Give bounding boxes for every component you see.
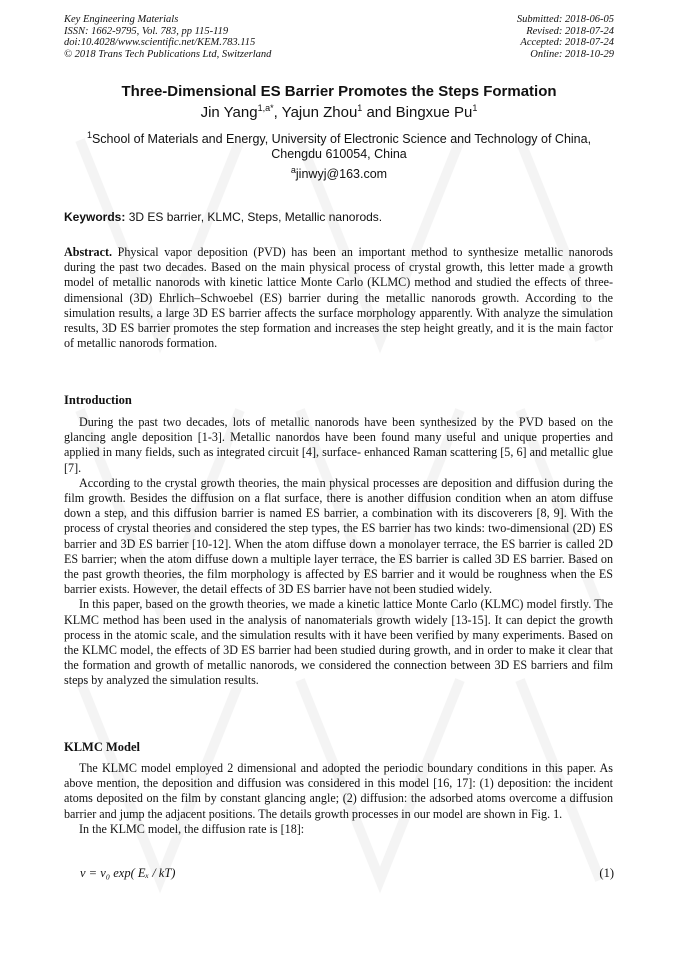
keywords-label: Keywords: (64, 210, 126, 224)
author-1: Jin Yang (200, 104, 258, 121)
author-2: , Yajun Zhou (273, 104, 358, 121)
dates-info (517, 14, 614, 60)
author-3-sup: 1 (472, 103, 478, 113)
doi-line: doi:10.4028/www.scientific.net/KEM.783.115 (64, 37, 256, 48)
email-sup: a (290, 164, 296, 175)
author-3: and Bingxue Pu (362, 104, 473, 121)
online-date: Online: 2018-10-29 (530, 48, 614, 60)
equation-number: (1) (599, 866, 614, 880)
intro-paragraph: In this paper, based on the growth theories, we made a kinetic lattice Monte Carlo (KLMC) model firstly. The KLMC method has been used in the analysis of nanomaterials growth widely [13-15]. It can depict the growth process in the atomic scale, and the simulation results with it have been verified by many experiments. Based on the KLMC model, the effects of 3D ES barrier had been studied during growth, and in order to make it clear that the formation and growth of metallic nanorods, we considered the connection between 3D ES barriers and film steps by analyzed the simulation results. (64, 597, 613, 688)
email-line (64, 164, 614, 181)
authors-line (64, 104, 614, 121)
copyright-line: © 2018 Trans Tech Publications Ltd, Switzerland (64, 48, 272, 60)
author-1-sup: 1,a* (257, 103, 274, 113)
accepted-date: Accepted: 2018-07-24 (520, 37, 614, 48)
klmc-body (64, 761, 613, 837)
email-address: jinwyj@163.com (295, 167, 388, 181)
introduction-body (64, 415, 613, 689)
klmc-paragraph: The KLMC model employed 2 dimensional and adopted the periodic boundary conditions in this paper. As above mention, the deposition and diffusion was considered in this model [16, 17]: (1) deposition: the incident atoms deposited on the film by constant glancing angle; (2) diffusion: the adsorbed atoms overcome a diffusion barrier and jump the adjacent positions. The details growth processes in our model are shown in Fig. 1. (64, 761, 613, 821)
klmc-paragraph: In the KLMC model, the diffusion rate is [18]: (79, 821, 305, 836)
author-2-sup: 1 (357, 103, 363, 113)
intro-paragraph: According to the crystal growth theories, the main physical processes are deposition and diffusion during the film growth. Besides the diffusion on a flat surface, there is another diffusion condition when an atom diffuse down a step, and this diffusion barrier is named ES barrier, a combination with its discoverers [8, 9]. With the process of crystal theories and considered the step types, the ES barrier has two kinds: two-dimensional (2D) ES barrier and 3D ES barrier [10-12]. When the atom diffuse down a monolayer terrace, the ES barrier is called 2D ES barrier; when the atom diffuse down a multiple layer terrace, the ES barrier is called 3D ES barrier. Based on the past growth theories, the film morphology is affected by ES barrier and it would be roughness when the ES barrier exists. However, the detail effects of 3D ES barrier have not been studied widely. (64, 475, 613, 597)
equation-text: ν = ν₀ exp( Eₓ / kT) (80, 866, 176, 880)
affiliation (80, 129, 598, 162)
journal-info (64, 14, 271, 60)
issn-line: ISSN: 1662-9795, Vol. 783, pp 115-119 (64, 25, 229, 37)
submitted-date: Submitted: 2018-06-05 (516, 14, 614, 25)
introduction-heading: Introduction (64, 393, 132, 407)
abstract (64, 245, 613, 351)
klmc-heading: KLMC Model (64, 740, 141, 754)
revised-date: Revised: 2018-07-24 (526, 25, 614, 37)
affiliation-sup: 1 (86, 129, 92, 140)
abstract-label: Abstract. (64, 245, 113, 259)
affiliation-text: School of Materials and Energy, University of Electronic Science and Technology of China, Chengdu 610054, China (91, 132, 592, 161)
journal-name: Key Engineering Materials (64, 14, 179, 25)
abstract-text: Physical vapor deposition (PVD) has been an important method to synthesize metallic nanorods during the past two decades. Based on the main physical process of crystal growth, this letter made a growth model of metallic nanorods with kinetic lattice Monte Carlo (KLMC) method and studied the effects of three-dimensional (3D) Ehrlich–Schwoebel (ES) barrier during the metallic nanorods growth. According to the simulation results, a large 3D ES barrier affects the surface morphology apparently. With analyze the simulation results, 3D ES barrier promotes the step formation and increases the step height greatly, and it is the main factor of metallic nanorods formation. (64, 245, 613, 351)
keywords-text: 3D ES barrier, KLMC, Steps, Metallic nanorods. (125, 210, 383, 224)
equation-1 (80, 866, 614, 881)
intro-paragraph: During the past two decades, lots of metallic nanorods have been synthesized by the PVD based on the glancing angle deposition [1-3]. Metallic nanordos have been found many useful and unique properties and applied in many fields, such as integrated circuit [4], surface- enhanced Raman scattering [5, 6] and metallic glue [7]. (64, 415, 613, 475)
paper-title: Three-Dimensional ES Barrier Promotes the Steps Formation (121, 83, 557, 100)
keywords (64, 210, 614, 224)
